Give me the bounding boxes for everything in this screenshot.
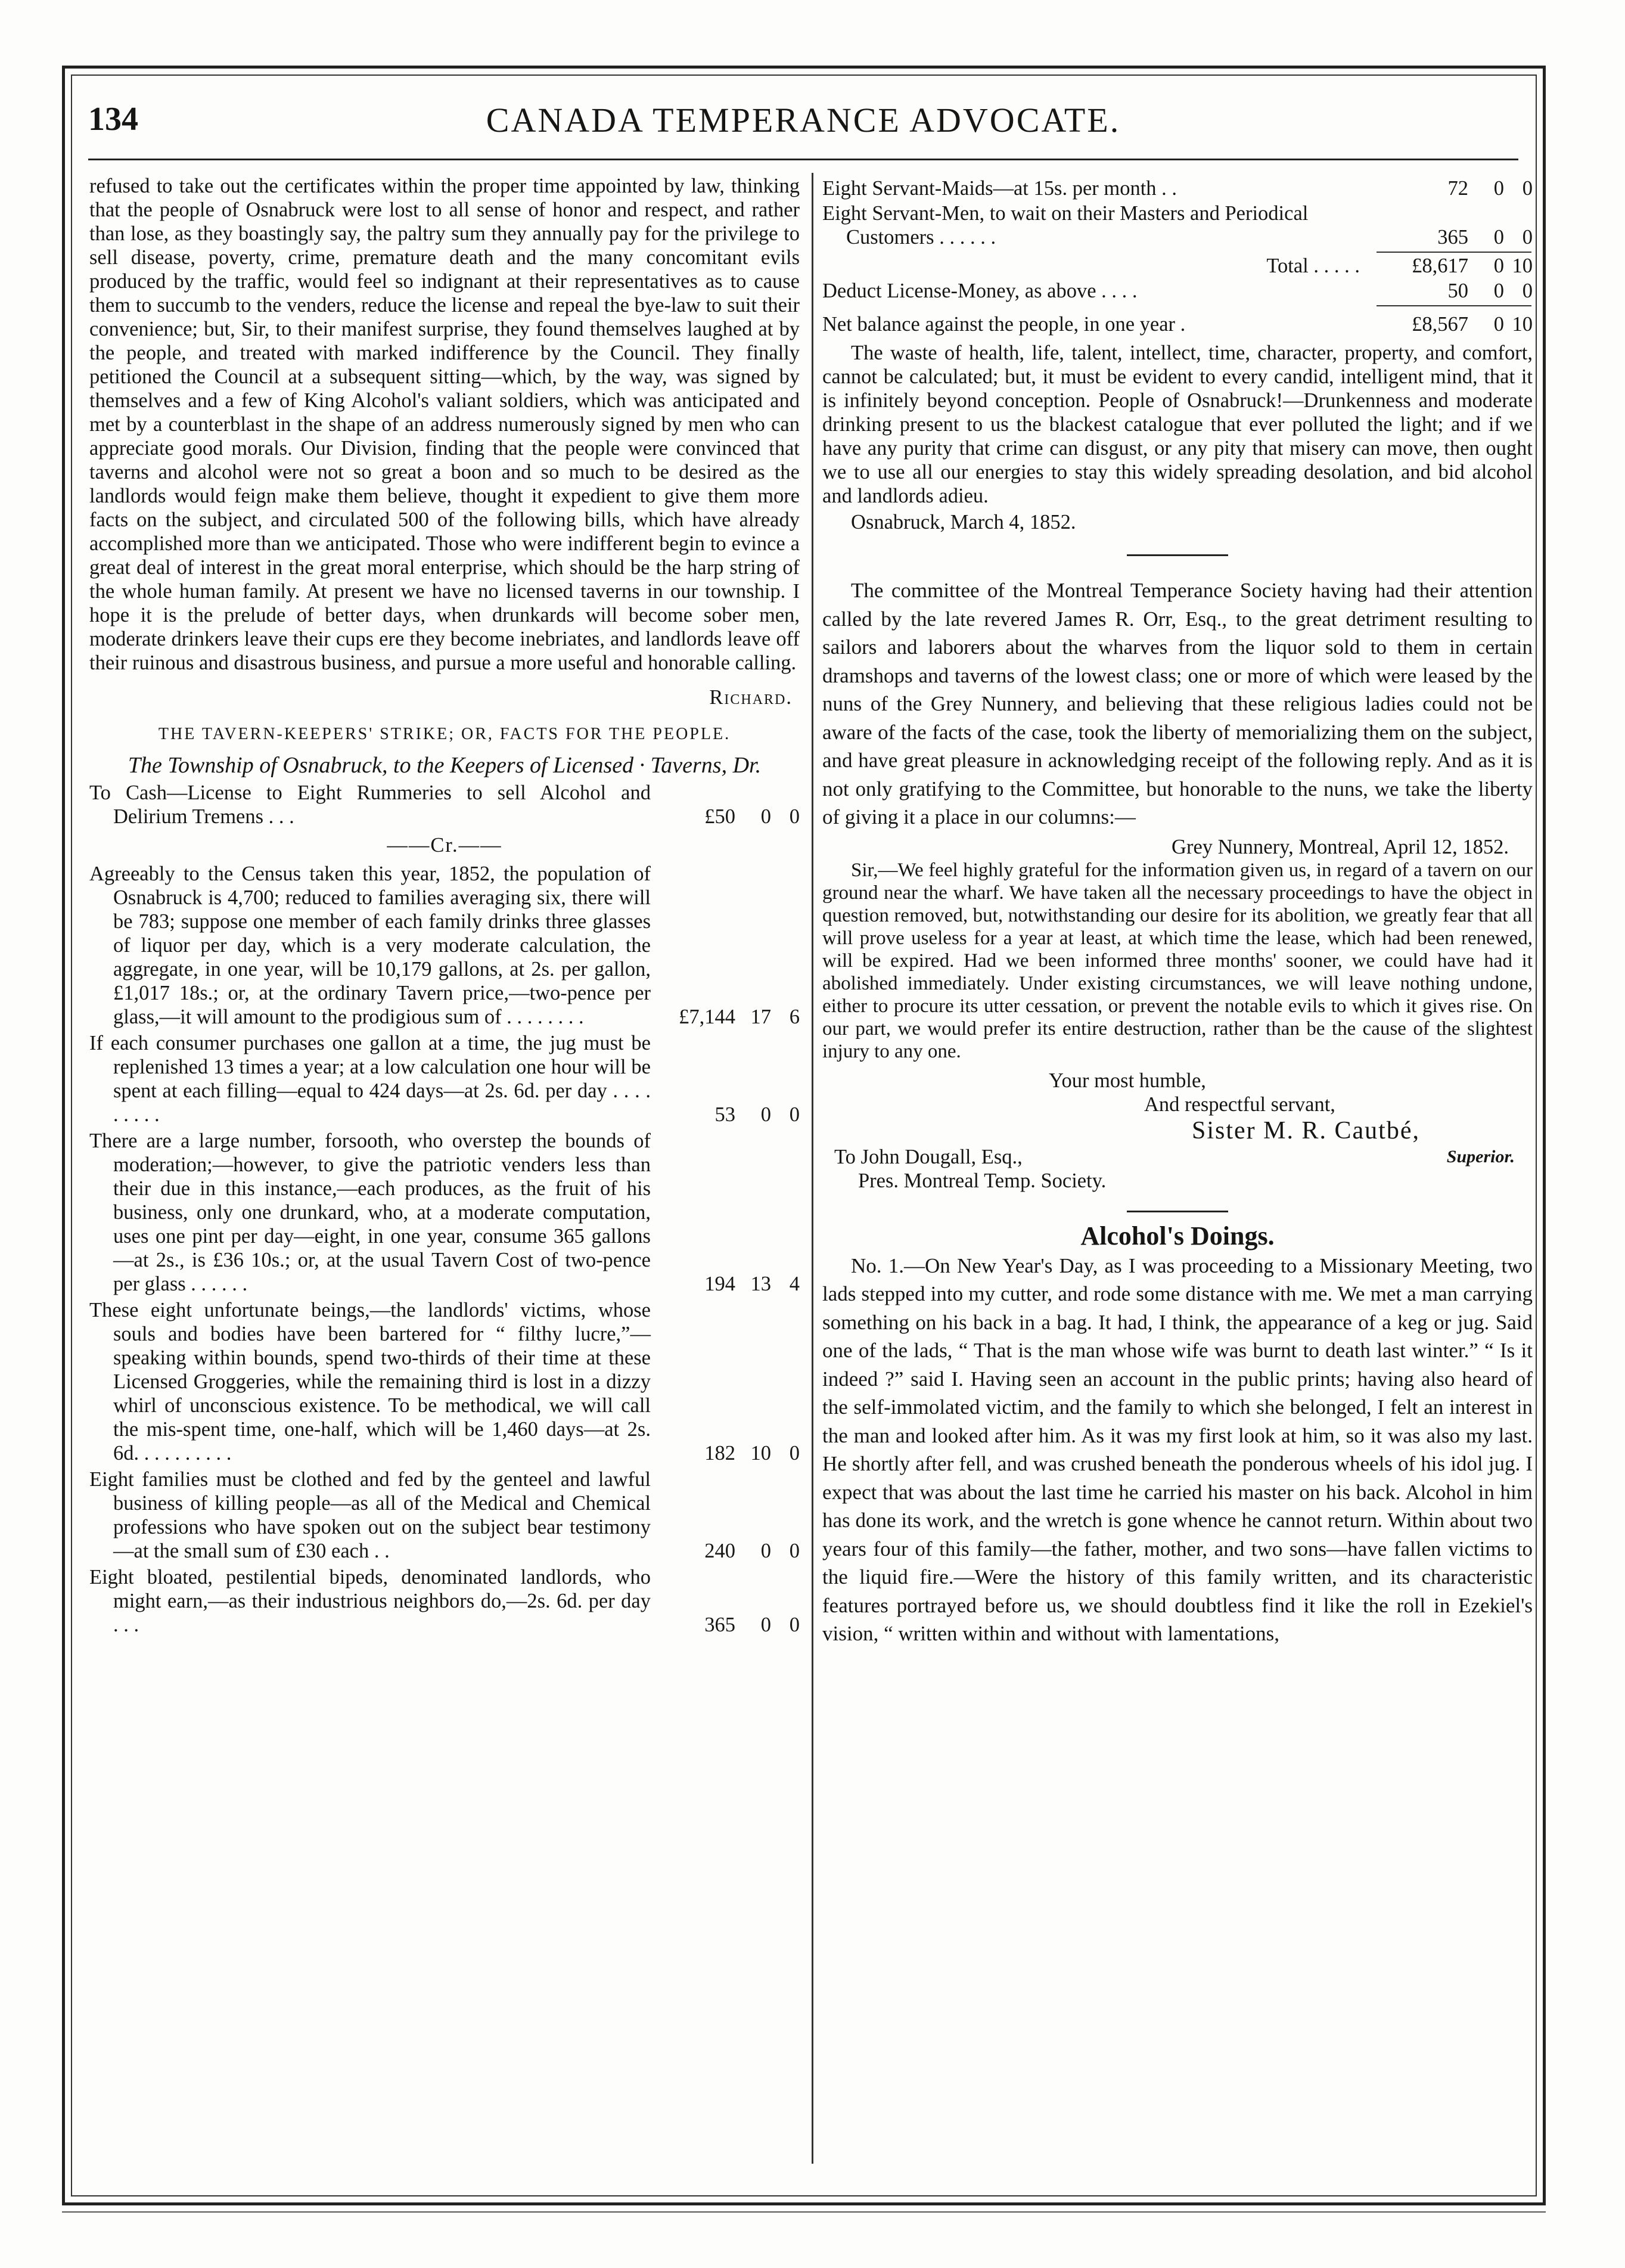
amount-shillings: 0 [1493,255,1504,277]
right-column [822,174,1533,1648]
amount-pounds: £8,567 [1412,313,1468,336]
credit-heading: ——Cr.—— [387,834,502,857]
account-row [89,1129,800,1296]
letter-body: Sir,—We feel highly grateful for the information given us, in regard of a tavern on our ground near the wharf. We have taken all the necessary proceedings to have the object in question removed, but, notwithstanding our desire for its abolition, we greatly fear that all will prove useless for a year at least, at which time the lease, which had been renewed, will be expired. Had we been informed three months' sooner, we could have had it abolished immediately. Under existing circumstances, we will leave nothing undone, either to procure its utter cessation, or prevent the notable evils to which it gives rise. On our part, we would prefer its entire destruction, rather than be the cause of the slightest injury to any one. [822,859,1533,1062]
section-divider [1127,554,1228,556]
account-amount [1372,254,1533,278]
account-description: Agreeably to the Census taken this year, 1852, the population of Osnabruck is 4,700; reduced to families averaging six, there will be 783; suppose one member of each family drinks three glasses of liquor per day, which is a very moderate calculation, the aggregate, in one year, will be 10,179 gallons, at 2s. per gallon, £1,017 18s.; or, at the ordinary Tavern price,—two-pence per glass,—it will amount to the prodigious sum of . . . . . . . . [89,862,651,1028]
account-amount [651,1613,800,1637]
account-description: These eight unfortunate beings,—the landlords' victims, whose souls and bodies have been bartered for “ filthy lucre,”—speaking within bounds, spend two-thirds of their time at these Licensed Groggeries, while the remaining third is lost in a dizzy whirl of unconscious existence. To be methodical, we will call the mis-spent time, one-half, which will be 1,460 days—at 2s. 6d. . . . . . . . . . [89,1299,651,1465]
sum-rule [1377,252,1531,253]
column-rule [812,173,813,2164]
amount-pence: 0 [789,805,800,828]
amount-pence: 10 [1512,255,1533,277]
bill-caption: THE TAVERN-KEEPERS' STRIKE; OR, FACTS FOR THE PEOPLE. [158,725,731,743]
amount-pounds: £7,144 [679,1006,735,1028]
amount-shillings: 10 [750,1442,771,1465]
alcohol-paragraph: No. 1.—On New Year's Day, as I was proceeding to a Missionary Meeting, two lads stepped into my cutter, and rode some distance with me. We met a man carrying something on his back in a bag. It had, I think, the appearance of a keg or jug. Said one of the lads, “ That is the man whose wife was burnt to death last winter.” “ Is it indeed ?” said I. Having seen an account in the public prints; having also heard of the self-immolated victim, and the family to which she belonged, I felt an interest in the man and looked after him. As it was my first look at him, so it was also my last. He shortly after fell, and was crushed beneath the ponderous wheels of his idol jug. I expect that was about the last time he carried his master on his back. Alcohol in him has done its work, and the wretch is gone whence he cannot return. Within about two years four of this family—the father, mother, and two sons—have fallen victims to the liquid fire.—Were the history of this family written, and its characteristic features portrayed before us, we should doubtless find it like the roll in Ezekiel's vision, “ written within and without with lamentations, [822,1254,1533,1645]
account-amount [1372,279,1533,303]
amount-pounds: 365 [1437,226,1468,249]
debit-account [89,781,800,829]
amount-pence: 4 [789,1273,800,1295]
account-description: If each consumer purchases one gallon at a time, the jug must be replenished 13 times a year; at a low calculation one hour will be spent at each filling—equal to 424 days—at 2s. 6d. per day . . . . . . . . . [89,1032,651,1126]
bottom-rule [62,2211,1546,2213]
amount-pounds: 240 [704,1540,735,1562]
section-title: Alcohol's Doings. [1080,1221,1275,1251]
addressee-office: Pres. Montreal Temp. Society. [858,1169,1107,1192]
account-amount [651,1005,800,1029]
amount-shillings: 0 [1493,177,1504,200]
place-date: Osnabruck, March 4, 1852. [851,511,1076,533]
section-divider [1127,1211,1228,1212]
letter-signature: Richard. [709,686,793,709]
closing-line: Your most humble, [1049,1069,1206,1092]
addressee-block [822,1145,1533,1169]
amount-pence: 0 [789,1540,800,1562]
amount-shillings: 0 [1493,226,1504,249]
page-number: 134 [88,101,138,138]
account-amount [651,805,800,829]
amount-pounds: 194 [704,1273,735,1295]
total-label: Total . . . . . [1266,255,1360,277]
waste-paragraph: The waste of health, life, talent, intellect, time, character, property, and comfort, cannot be calculated; but, it must be evident to every candid, intelligent mind, that it is infinitely beyond conception. People of Osnabruck!—Drunkenness and moderate drinking present to us the blackest catalogue that ever polluted the light; and if we have any purity that crime can disgust, or any pity that misery can move, then ought we to use all our energies to stay this widely spreading desolation, and bid alcohol and landlords adieu. [822,342,1533,507]
committee-paragraph: The committee of the Montreal Temperance Society having had their attention called by the late revered James R. Orr, Esq., to the great detriment resulting to sailors and laborers about the wharves from the liquor sold to them in certain dramshops and taverns of the lowest class; one or more of which were leased by the nuns of the Grey Nunnery, and believing that these religious ladies could not be aware of the facts of the case, took the liberty of memorializing them on the subject, and have great pleasure in acknowledging receipt of the following reply. And as it is not only gratifying to the Committee, but honorable to the nuns, we take the liberty of giving it a place in our columns:— [822,579,1533,829]
deduct-label: Deduct License-Money, as above . . . . [822,280,1138,302]
account-amount [651,1539,800,1563]
deduct-row [822,279,1533,303]
amount-pounds: 72 [1447,177,1468,200]
amount-shillings: 0 [760,805,771,828]
amount-pence: 0 [789,1103,800,1126]
balance-row [822,312,1533,336]
account-row [89,862,800,1029]
amount-shillings: 0 [760,1103,771,1126]
amount-pounds: 53 [714,1103,735,1126]
amount-shillings: 0 [760,1540,771,1562]
amount-shillings: 13 [750,1273,771,1295]
sum-rule [1377,305,1531,306]
account-amount [1372,225,1533,249]
credit-account [89,862,800,1637]
opening-paragraph: refused to take out the certificates within the proper time appointed by law, thinking that the people of Osnabruck were lost to all sense of honor and respect, and rather than lose, as they boastingly say, the paltry sum they annually pay for the privilege to sell disease, poverty, crime, premature death and the many concomitant evils produced by the traffic, would feel so indignant at their representatives as to cause them to succumb to the venders, reduce the license and repeal the bye-law to suit their convenience; but, Sir, to their manifest surprise, they found themselves laughed at by the people, and treated with marked indifference by the Council. They finally petitioned the Council at a subsequent sitting—which, by the way, was signed by themselves and a few of King Alcohol's valiant soldiers, which was anticipated and met by a counterblast in the shape of an address numerously signed by men who can appreciate good morals. Our Division, finding that the people were convinced that taverns and alcohol were not so great a boon and so much to be desired as the landlords would feign make them believe, thought it expedient to give them more facts on the subject, and circulated 500 of the following bills, which have already accomplished more than we anticipated. Those who were indifferent begin to evince a great deal of interest in the great moral enterprise, which should be the harp string of the whole human family. At present we have no licensed taverns in our township. I hope it is the prelude of better days, when drunkards will become sober men, moderate drinkers leave their cups ere they become inebriates, and landlords leave off their ruinous and disastrous business, and pursue a more useful and honorable calling. [89,175,800,674]
amount-pounds: £50 [704,805,735,828]
continued-account [822,176,1533,336]
account-description: To Cash—License to Eight Rummeries to sell Alcohol and Delirium Tremens . . . [89,781,651,828]
left-column [89,174,800,1637]
account-amount [651,1441,800,1465]
amount-pence: 0 [1522,280,1533,302]
page-header [88,100,1518,155]
bill-heading: The Township of Osnabruck, to the Keepers of Licensed · Taverns, Dr. [128,753,762,778]
amount-pence: 6 [789,1006,800,1028]
amount-pounds: 182 [704,1442,735,1465]
amount-pounds: 365 [704,1614,735,1636]
running-title: CANADA TEMPERANCE ADVOCATE. [486,101,1121,139]
header-rule [88,159,1518,160]
balance-label: Net balance against the people, in one year . [822,313,1186,336]
closing-line: And respectful servant, [1144,1093,1335,1116]
account-row [89,1565,800,1637]
account-description: Eight Servant-Maids—at 15s. per month . . [822,177,1177,200]
amount-pence: 0 [789,1614,800,1636]
amount-pence: 10 [1512,313,1533,336]
amount-pounds: 50 [1447,280,1468,302]
account-amount [1372,312,1533,336]
amount-shillings: 0 [760,1614,771,1636]
amount-pence: 0 [1522,177,1533,200]
amount-pence: 0 [1522,226,1533,249]
amount-pence: 0 [789,1442,800,1465]
addressee-name: To John Dougall, Esq., [834,1145,1023,1168]
account-row [89,1467,800,1563]
amount-shillings: 17 [750,1006,771,1028]
account-amount [651,1103,800,1127]
account-description: There are a large number, forsooth, who overstep the bounds of moderation;—however, to give the patriotic venders less than their due in this instance,—each produces, as the fruit of his business, only one drunkard, who, at a moderate computation, uses one pint per day—eight, in one year, consume 365 gallons—at 2s., is £36 10s.; or, at the usual Tavern Cost of two-pence per glass . . . . . . [89,1130,651,1295]
nun-signature: Sister M. R. Cautbé, [1192,1116,1420,1144]
account-row [89,1298,800,1465]
account-row [822,201,1533,249]
account-row [89,1031,800,1127]
account-row [89,781,800,829]
letter-dateline: Grey Nunnery, Montreal, April 12, 1852. [1172,835,1509,858]
account-description: Eight families must be clothed and fed by the genteel and lawful business of killing people—as all of the Medical and Chemical professions who have spoken out on the subject bear testimony—at the small sum of £30 each . . [89,1468,651,1562]
account-amount [651,1272,800,1296]
account-description: Eight Servant-Men, to wait on their Masters and Periodical Customers . . . . . . [822,202,1309,249]
amount-pounds: £8,617 [1412,255,1468,277]
account-description: Eight bloated, pestilential bipeds, denominated landlords, who might earn,—as their industrious neighbors do,—2s. 6d. per day . . . [89,1566,651,1636]
total-row [822,254,1533,278]
amount-shillings: 0 [1493,313,1504,336]
signatory-title: Superior. [1446,1146,1515,1166]
account-amount [1372,176,1533,200]
amount-shillings: 0 [1493,280,1504,302]
account-row [822,176,1533,200]
